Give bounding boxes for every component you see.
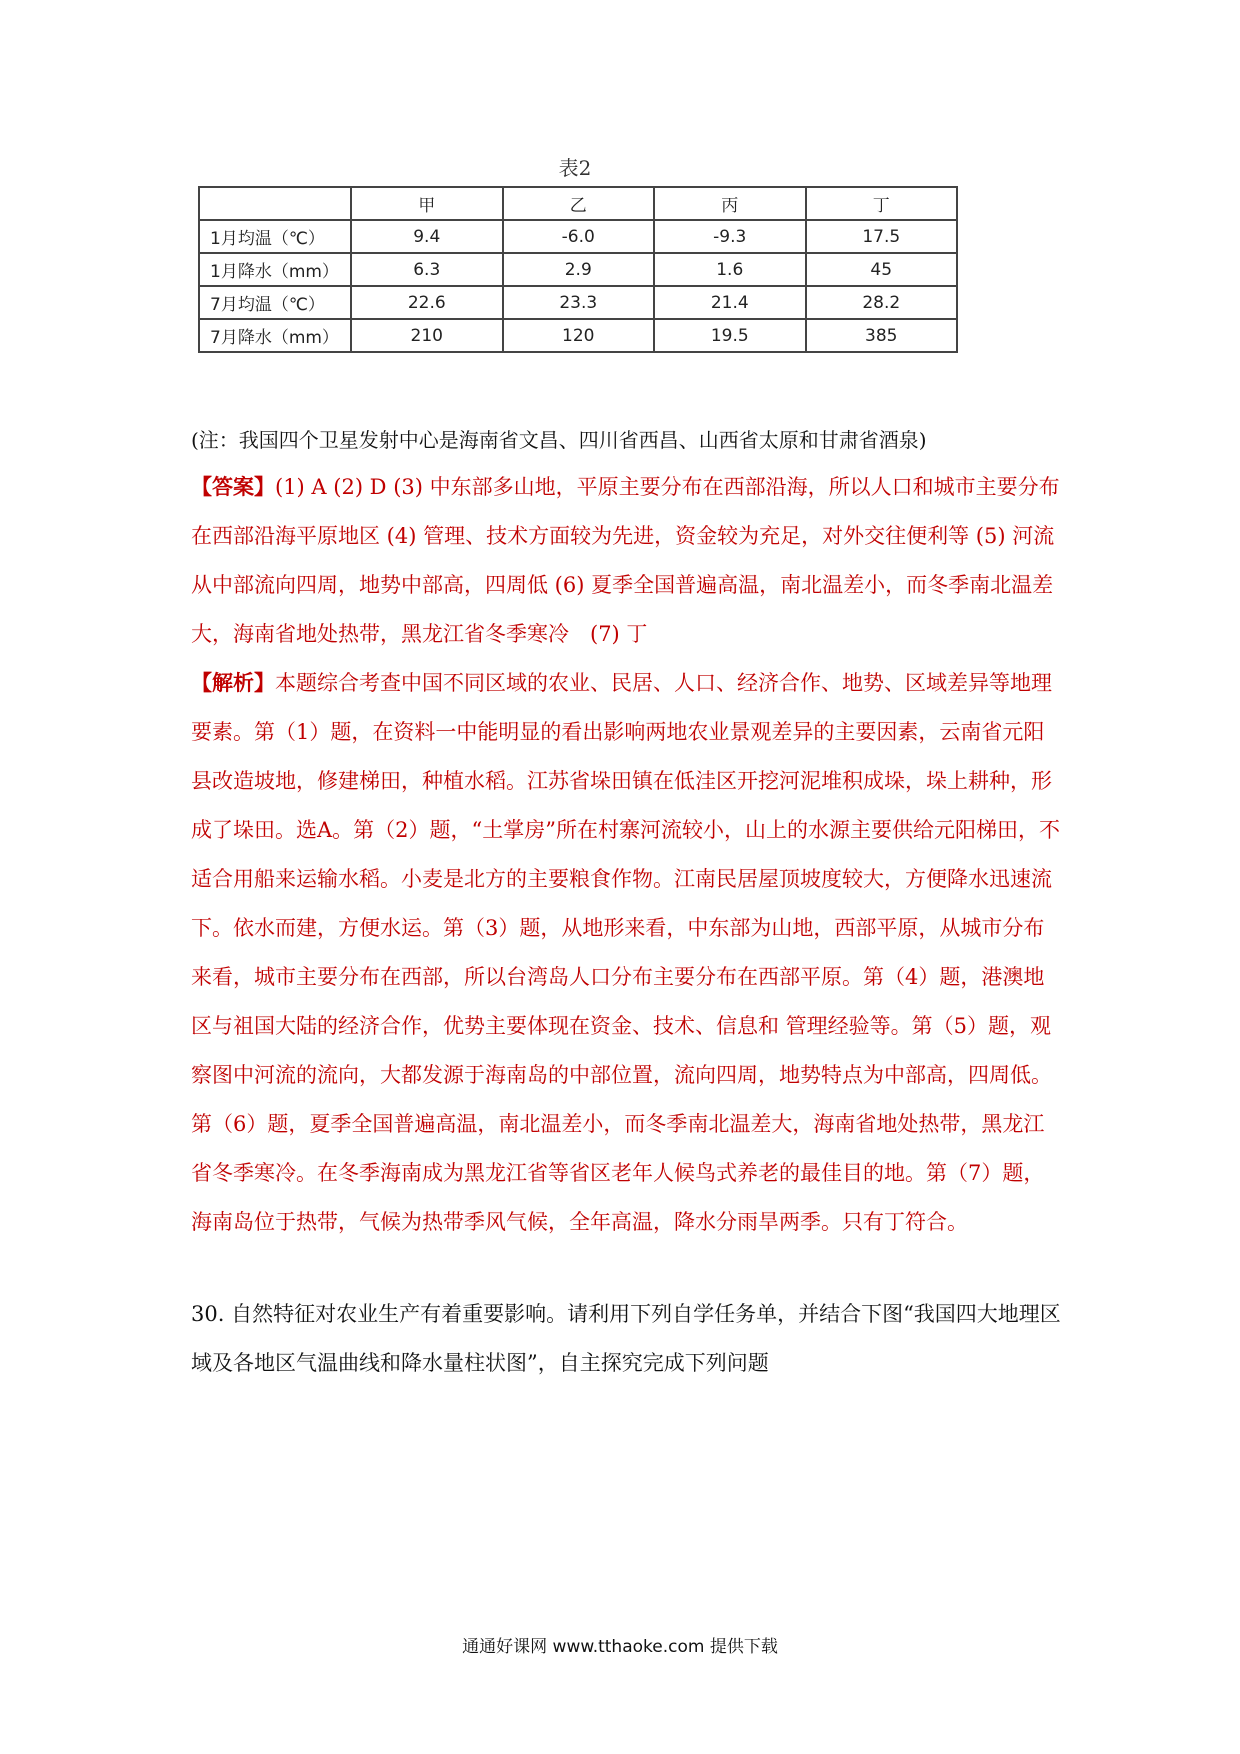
- table-cell: 17.5: [806, 220, 958, 253]
- answer-tag: 【答案】: [191, 474, 275, 499]
- table-cell: 210: [351, 319, 503, 352]
- answer-section: [191, 462, 1061, 659]
- table-row: [199, 220, 957, 253]
- table-header-bing: 丙: [654, 187, 806, 220]
- table-cell: 45: [806, 253, 958, 286]
- table-title: 表2: [558, 156, 592, 180]
- table-cell: 6.3: [351, 253, 503, 286]
- table-header-corner: [199, 187, 351, 220]
- table-cell: 120: [503, 319, 655, 352]
- table-cell: 21.4: [654, 286, 806, 319]
- table-cell: 1.6: [654, 253, 806, 286]
- row-label: 1月降水（mm）: [199, 253, 351, 286]
- analysis-text: 本题综合考查中国不同区域的农业、民居、人口、经济合作、地势、区域差异等地理要素。第（1）题，在资料一中能明显的看出影响两地农业景观差异的主要因素，云南省元阳县改造坡地，修建梯田，种植水稻。江苏省垛田镇在低洼区开挖河泥堆积成垛，垛上耕种，形成了垛田。选A。第（2）题，“土掌房”所在村寨河流较小，山上的水源主要供给元阳梯田，不适合用船来运输水稻。小麦是北方的主要粮食作物。江南民居屋顶坡度较大，方便降水迅速流下。依水而建，方便水运。第（3）题，从地形来看，中东部为山地，西部平原，从城市分布来看，城市主要分布在西部，所以台湾岛人口分布主要分布在西部平原。第（4）题，港澳地区与祖国大陆的经济合作，优势主要体现在资金、技术、信息和 管理经验等。第（5）题，观察图中河流的流向，大都发源于海南岛的中部位置，流向四周，地势特点为中部高，四周低。第（6）题，夏季全国普遍高温，南北温差小，而冬季南北温差大，海南省地处热带，黑龙江省冬季寒冷。在冬季海南成为黑龙江省等省区老年人候鸟式养老的最佳目的地。第（7）题，海南岛位于热带，气候为热带季风气候，全年高温，降水分雨旱两季。只有丁符合。: [191, 671, 1060, 1234]
- table-cell: 9.4: [351, 220, 503, 253]
- table-header-jia: 甲: [351, 187, 503, 220]
- table-cell: 385: [806, 319, 958, 352]
- analysis-section: [191, 658, 1061, 1247]
- row-label: 7月均温（℃）: [199, 286, 351, 319]
- table-row: [199, 253, 957, 286]
- table-header-row: [199, 187, 957, 220]
- table-cell: 2.9: [503, 253, 655, 286]
- table-cell: -9.3: [654, 220, 806, 253]
- page-footer: 通通好课网 www.tthaoke.com 提供下载: [462, 1637, 778, 1657]
- analysis-tag: 【解析】: [191, 670, 275, 695]
- table-header-yi: 乙: [503, 187, 655, 220]
- row-label: 1月均温（℃）: [199, 220, 351, 253]
- table-row: [199, 286, 957, 319]
- climate-table: [198, 186, 958, 353]
- table-header-ding: 丁: [806, 187, 958, 220]
- table-cell: -6.0: [503, 220, 655, 253]
- table-row: [199, 319, 957, 352]
- answer-text: (1) A (2) D (3) 中东部多山地，平原主要分布在西部沿海，所以人口和城市主要分布在西部沿海平原地区 (4) 管理、技术方面较为先进，资金较为充足，对外交往便利等 (5) 河流从中部流向四周，地势中部高，四周低 (6) 夏季全国普遍高温，南北温差小，而冬季南北温差大，海南省地处热带，黑龙江省冬季寒冷 (7) 丁: [191, 475, 1060, 646]
- table-cell: 23.3: [503, 286, 655, 319]
- row-label: 7月降水（mm）: [199, 319, 351, 352]
- table-cell: 19.5: [654, 319, 806, 352]
- table-cell: 28.2: [806, 286, 958, 319]
- table-cell: 22.6: [351, 286, 503, 319]
- note-text: (注：我国四个卫星发射中心是海南省文昌、四川省西昌、山西省太原和甘肃省酒泉): [191, 428, 927, 452]
- question-30: 30. 自然特征对农业生产有着重要影响。请利用下列自学任务单，并结合下图“我国四大地理区域及各地区气温曲线和降水量柱状图”，自主探究完成下列问题: [191, 1302, 1061, 1375]
